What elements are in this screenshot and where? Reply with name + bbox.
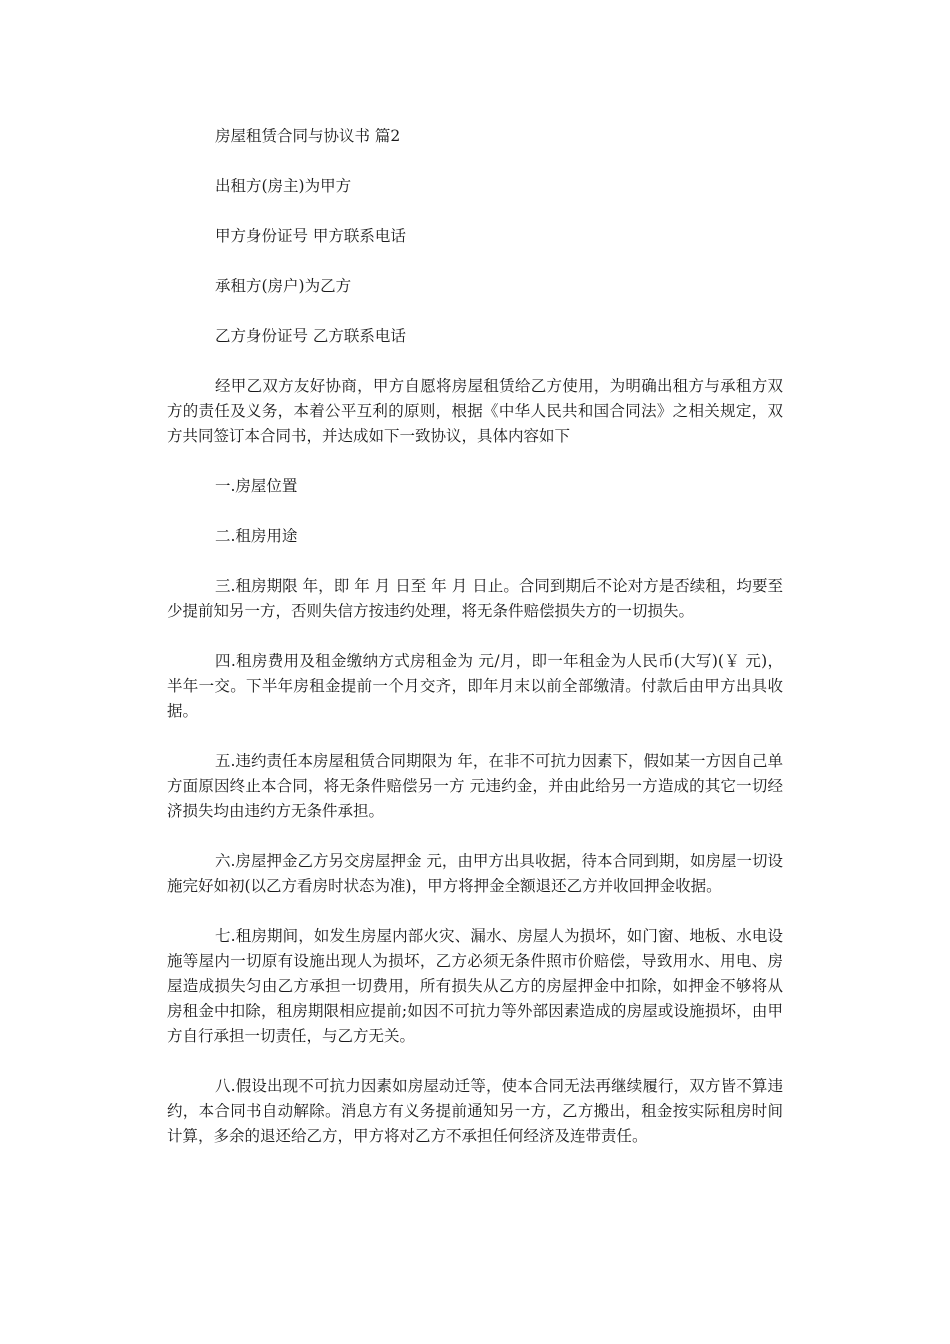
clause-rent: 四.租房费用及租金缴纳方式房租金为 元/月，即一年租金为人民币(大写)(￥ 元)，半年一交。下半年房租金提前一个月交齐，即年月末以前全部缴清。付款后由甲方出具收据。 <box>167 652 783 720</box>
paragraph-lessor: 出租方(房主)为甲方 <box>215 177 352 195</box>
clause-location: 一.房屋位置 <box>215 477 298 495</box>
clause-term: 三.租房期限 年，即 年 月 日至 年 月 日止。合同到期后不论对方是否续租，均要至少提前知另一方，否则失信方按违约处理，将无条件赔偿损失方的一切损失。 <box>167 577 783 620</box>
document-title: 房屋租赁合同与协议书 篇2 <box>215 127 401 145</box>
clause-damage: 七.租房期间，如发生房屋内部火灾、漏水、房屋人为损坏，如门窗、地板、水电设施等屋内一切原有设施出现人为损坏，乙方必须无条件照市价赔偿，导致用水、用电、房屋造成损失匀由乙方承担一切费用，所有损失从乙方的房屋押金中扣除，如押金不够将从房租金中扣除，租房期限相应提前;如因不可抗力等外部因素造成的房屋或设施损坏，由甲方自行承担一切责任，与乙方无关。 <box>167 927 783 1045</box>
clause-deposit: 六.房屋押金乙方另交房屋押金 元，由甲方出具收据，待本合同到期，如房屋一切设施完好如初(以乙方看房时状态为准)，甲方将押金全额退还乙方并收回押金收据。 <box>167 852 783 895</box>
document-body <box>167 124 783 1174</box>
clause-force-majeure: 八.假设出现不可抗力因素如房屋动迁等，使本合同无法再继续履行，双方皆不算违约，本合同书自动解除。消息方有义务提前通知另一方，乙方搬出，租金按实际租房时间计算，多余的退还给乙方，甲方将对乙方不承担任何经济及连带责任。 <box>167 1077 783 1145</box>
clause-liability: 五.违约责任本房屋租赁合同期限为 年，在非不可抗力因素下，假如某一方因自己单方面原因终止本合同，将无条件赔偿另一方 元违约金，并由此给另一方造成的其它一切经济损失均由违约方无条件承担。 <box>167 752 783 820</box>
paragraph-lessor-id: 甲方身份证号 甲方联系电话 <box>215 227 406 245</box>
paragraph-preamble: 经甲乙双方友好协商，甲方自愿将房屋租赁给乙方使用，为明确出租方与承租方双方的责任及义务，本着公平互利的原则，根据《中华人民共和国合同法》之相关规定，双方共同签订本合同书，并达成如下一致协议，具体内容如下 <box>167 377 783 445</box>
clause-purpose: 二.租房用途 <box>215 527 298 545</box>
paragraph-lessee-id: 乙方身份证号 乙方联系电话 <box>215 327 406 345</box>
paragraph-lessee: 承租方(房户)为乙方 <box>215 277 352 295</box>
